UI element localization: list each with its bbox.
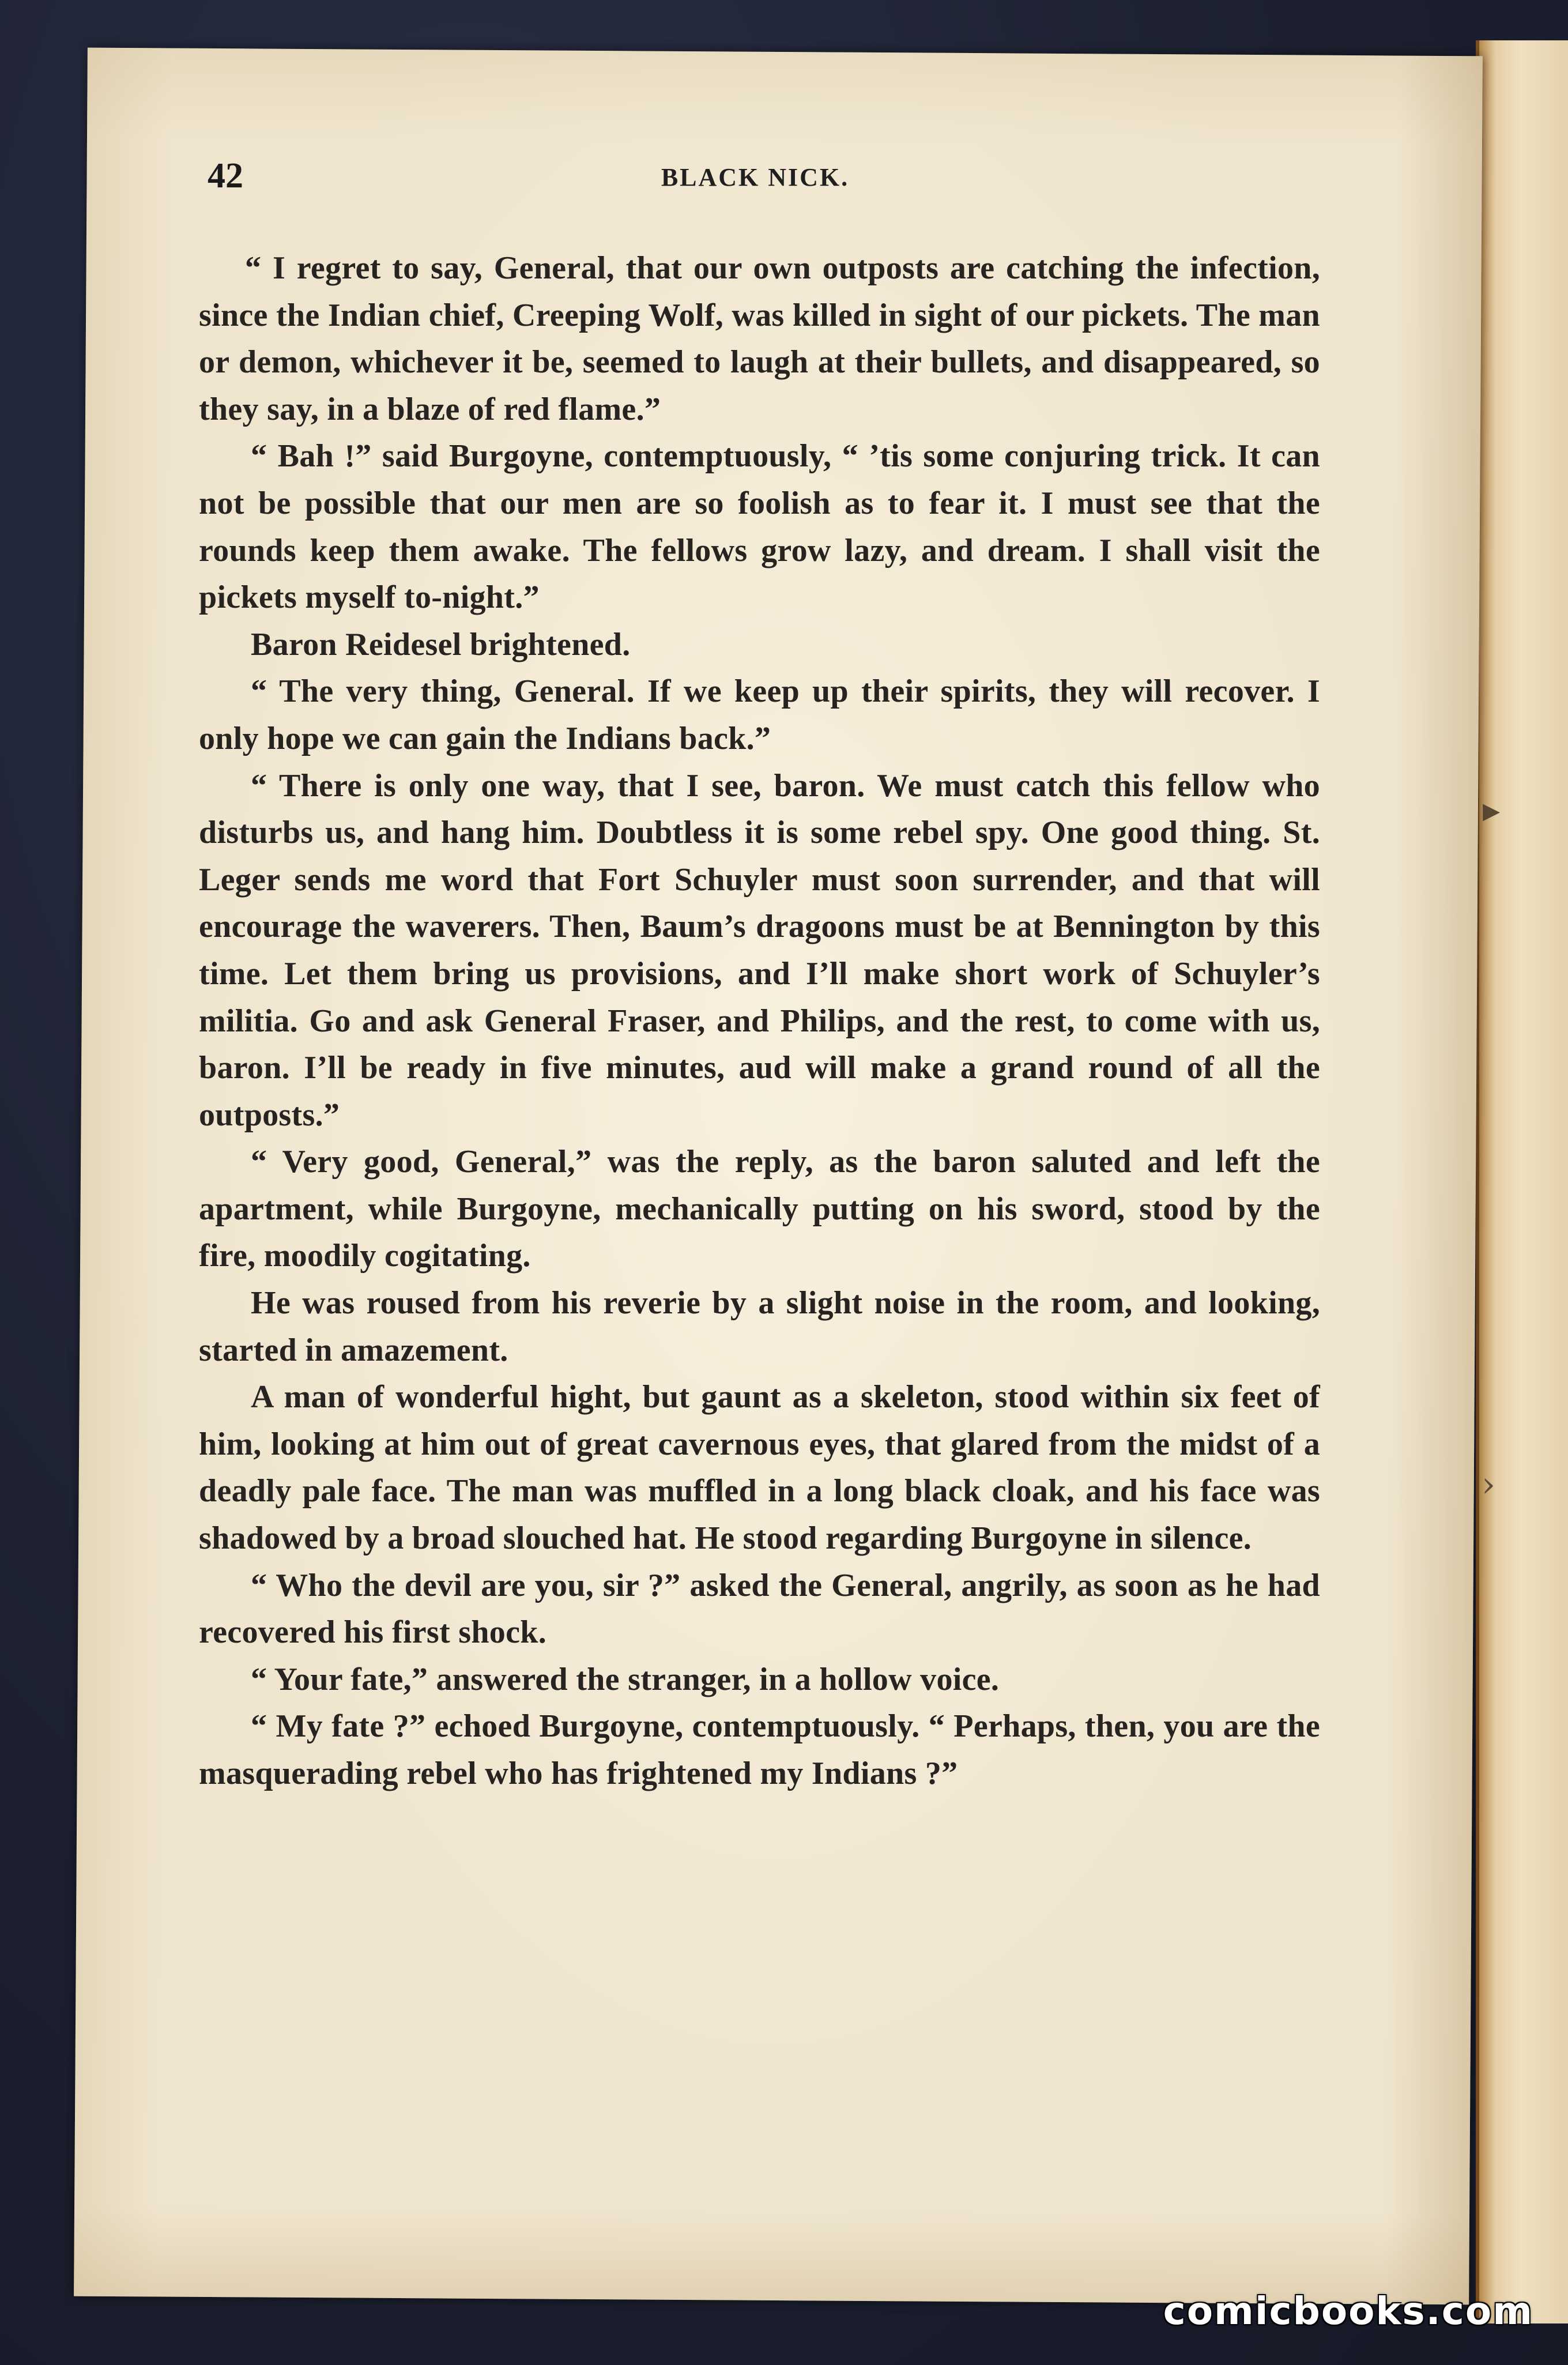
adjacent-page-mark: › — [1482, 1464, 1495, 1505]
adjacent-page-edge — [1476, 40, 1568, 2323]
paragraph: “ I regret to say, General, that our own outposts are catching the infection, since the Indian chief, Creeping Wolf, was killed in sight of our pickets. The man or demon, whichever it be, seemed to laugh at their bullets, and disappeared, so they say, in a blaze of red flame.” — [199, 250, 1320, 427]
paragraph: A man of wonderful hight, but gaunt as a skeleton, stood within six feet of him, looking at him out of great cavernous eyes, that glared from the midst of a deadly pale face. The man was muffled in a long black cloak, and his face was shadowed by a broad slouched hat. He stood regarding Burgoyne in silence. — [199, 1379, 1320, 1557]
adjacent-page-mark: ▸ — [1483, 790, 1501, 830]
paragraph: “ My fate ?” echoed Burgoyne, contemptuously. “ Perhaps, then, you are the masquerading rebel who has frightened my Indians ?” — [199, 1708, 1320, 1791]
paragraph: “ Very good, General,” was the reply, as the baron saluted and left the apartment, while Burgoyne, mechanically putting on his sword, stood by the fire, moodily cogitating. — [199, 1144, 1320, 1274]
page-number: 42 — [208, 156, 243, 195]
page-body — [199, 245, 1320, 1798]
page-header — [208, 156, 1303, 202]
running-head: BLACK NICK. — [661, 163, 850, 191]
paragraph: “ There is only one way, that I see, baron. We must catch this fellow who disturbs us, and hang him. Doubtless it is some rebel spy. One good thing. St. Leger sends me word that Fort Schuyler must soon surrender, and that will encourage the waverers. Then, Baum’s dragoons must be at Bennington by this time. Let them bring us provisions, and I’ll make short work of Schuyler’s militia. Go and ask General Fraser, and Philips, and the rest, to come with us, baron. I’ll be ready in five minutes, aud will make a grand round of all the outposts.” — [199, 767, 1320, 1133]
paragraph: He was roused from his reverie by a slight noise in the room, and looking, started in amazement. — [199, 1285, 1320, 1368]
paragraph: “ Who the devil are you, sir ?” asked the General, angrily, as soon as he had recovered his first shock. — [199, 1567, 1320, 1651]
paragraph: Baron Reidesel brightened. — [251, 626, 631, 662]
paragraph: “ The very thing, General. If we keep up their spirits, they will recover. I only hope we can gain the Indians back.” — [199, 673, 1320, 756]
paragraph: “ Your fate,” answered the stranger, in a hollow voice. — [251, 1661, 1000, 1697]
watermark: comicbooks.com — [1163, 2289, 1533, 2333]
paragraph: “ Bah !” said Burgoyne, contemptuously, “ ’tis some conjuring trick. It can not be possible that our men are so foolish as to fear it. I must see that the rounds keep them awake. The fellows grow lazy, and dream. I shall visit the pickets myself to-night.” — [199, 438, 1320, 616]
